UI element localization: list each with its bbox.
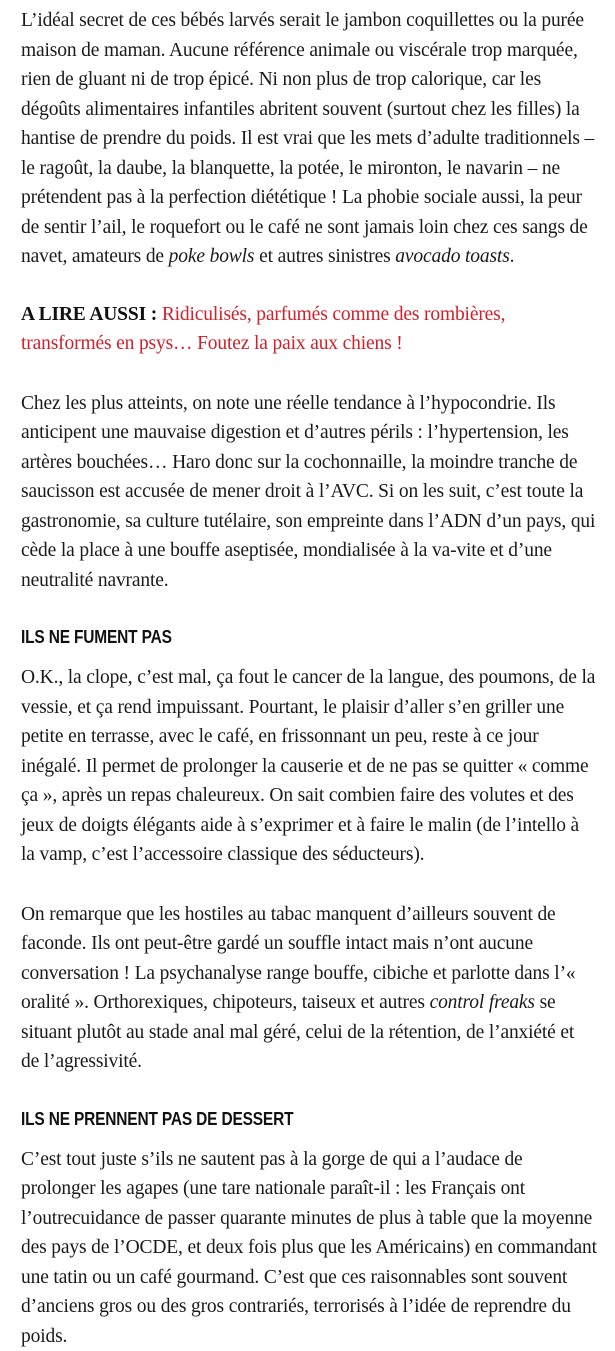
- paragraph-1-em-poke-bowls: poke bowls: [169, 246, 255, 267]
- paragraph-2: Chez les plus atteints, on note une réelle tendance à l’hypocondrie. Ils anticipent une mauvaise digestion et d’autres périls : l’hypertension, les artères bouchées… Haro donc sur la cochonnaille, la moindre tranche de saucisson est accusée de mener droit à l’AVC. Si on les suit, c’est toute la gastronomie, sa culture tutélaire, son empreinte dans l’ADN d’un pays, qui cède la place à une bouffe aseptisée, mondialisée à la va-vite et d’une neutralité navrante.: [21, 389, 597, 596]
- read-also-label: A LIRE AUSSI :: [21, 304, 157, 325]
- paragraph-1-em-avocado-toasts: avocado toasts: [395, 246, 509, 267]
- paragraph-3: O.K., la clope, c’est mal, ça fout le cancer de la langue, des poumons, de la vessie, et ça rend impuissant. Pourtant, le plaisir d’aller s’en griller une petite en terrasse, avec le café, en frissonnant un peu, reste à ce jour inégalé. Il permet de prolonger la causerie et de ne pas se quitter « comme ça », après un repas chaleureux. On sait combien faire des volutes et des jeux de doigts élégants aide à s’exprimer et à faire le malin (de l’intello à la vamp, c’est l’accessoire classique des séducteurs).: [21, 663, 597, 870]
- section-heading-ils-ne-prennent-pas-de-dessert: ILS NE PRENNENT PAS DE DESSERT: [21, 1107, 516, 1131]
- read-also-block: [21, 300, 597, 359]
- paragraph-5: C’est tout juste s’ils ne sautent pas à la gorge de qui a l’audace de prolonger les agapes (une tare nationale paraît-il : les Français ont l’outrecuidance de passer quarante minutes de plus à table que la moyenne des pays de l’OCDE, et deux fois plus que les Américains) en commandant une tatin ou un café gourmand. C’est que ces raisonnables sont souvent d’anciens gros ou des gros contrariés, terrorisés à l’idée de reprendre du poids.: [21, 1145, 597, 1351]
- paragraph-4-text-b: se situant plutôt au stade anal mal géré, celui de la rétention, de l’anxiété et de l’agressivité.: [21, 992, 574, 1072]
- paragraph-1-text-b: et autres sinistres: [254, 246, 395, 267]
- section-heading-ils-ne-fument-pas: ILS NE FUMENT PAS: [21, 625, 516, 649]
- paragraph-4-text-a: On remarque que les hostiles au tabac manquent d’ailleurs souvent de faconde. Ils ont peut-être gardé un souffle intact mais n’ont aucune conversation ! La psychanalyse range bouffe, cibiche et parlotte dans l’« oralité ». Orthorexiques, chipoteurs, taiseux et autres: [21, 904, 576, 1014]
- paragraph-1-text-a: L’idéal secret de ces bébés larvés serait le jambon coquillettes ou la purée maison de maman. Aucune référence animale ou viscérale trop marquée, rien de gluant ni de trop épicé. Ni non plus de trop calorique, car les dégoûts alimentaires infantiles abritent souvent (surtout chez les filles) la hantise de prendre du poids. Il est vrai que les mets d’adulte traditionnels – le ragoût, la daube, la blanquette, la potée, le mironton, le navarin – ne prétendent pas à la perfection diététique ! La phobie sociale aussi, la peur de sentir l’ail, le roquefort ou le café ne sont jamais loin chez ces sangs de navet, amateurs de: [21, 10, 594, 267]
- paragraph-4-em-control-freaks: control freaks: [430, 992, 535, 1013]
- paragraph-1-text-c: .: [510, 246, 515, 267]
- paragraph-4: [21, 900, 597, 1077]
- paragraph-1: [21, 6, 597, 272]
- read-also-link[interactable]: Ridiculisés, parfumés comme des rombières, transformés en psys… Foutez la paix aux chiens !: [21, 304, 505, 355]
